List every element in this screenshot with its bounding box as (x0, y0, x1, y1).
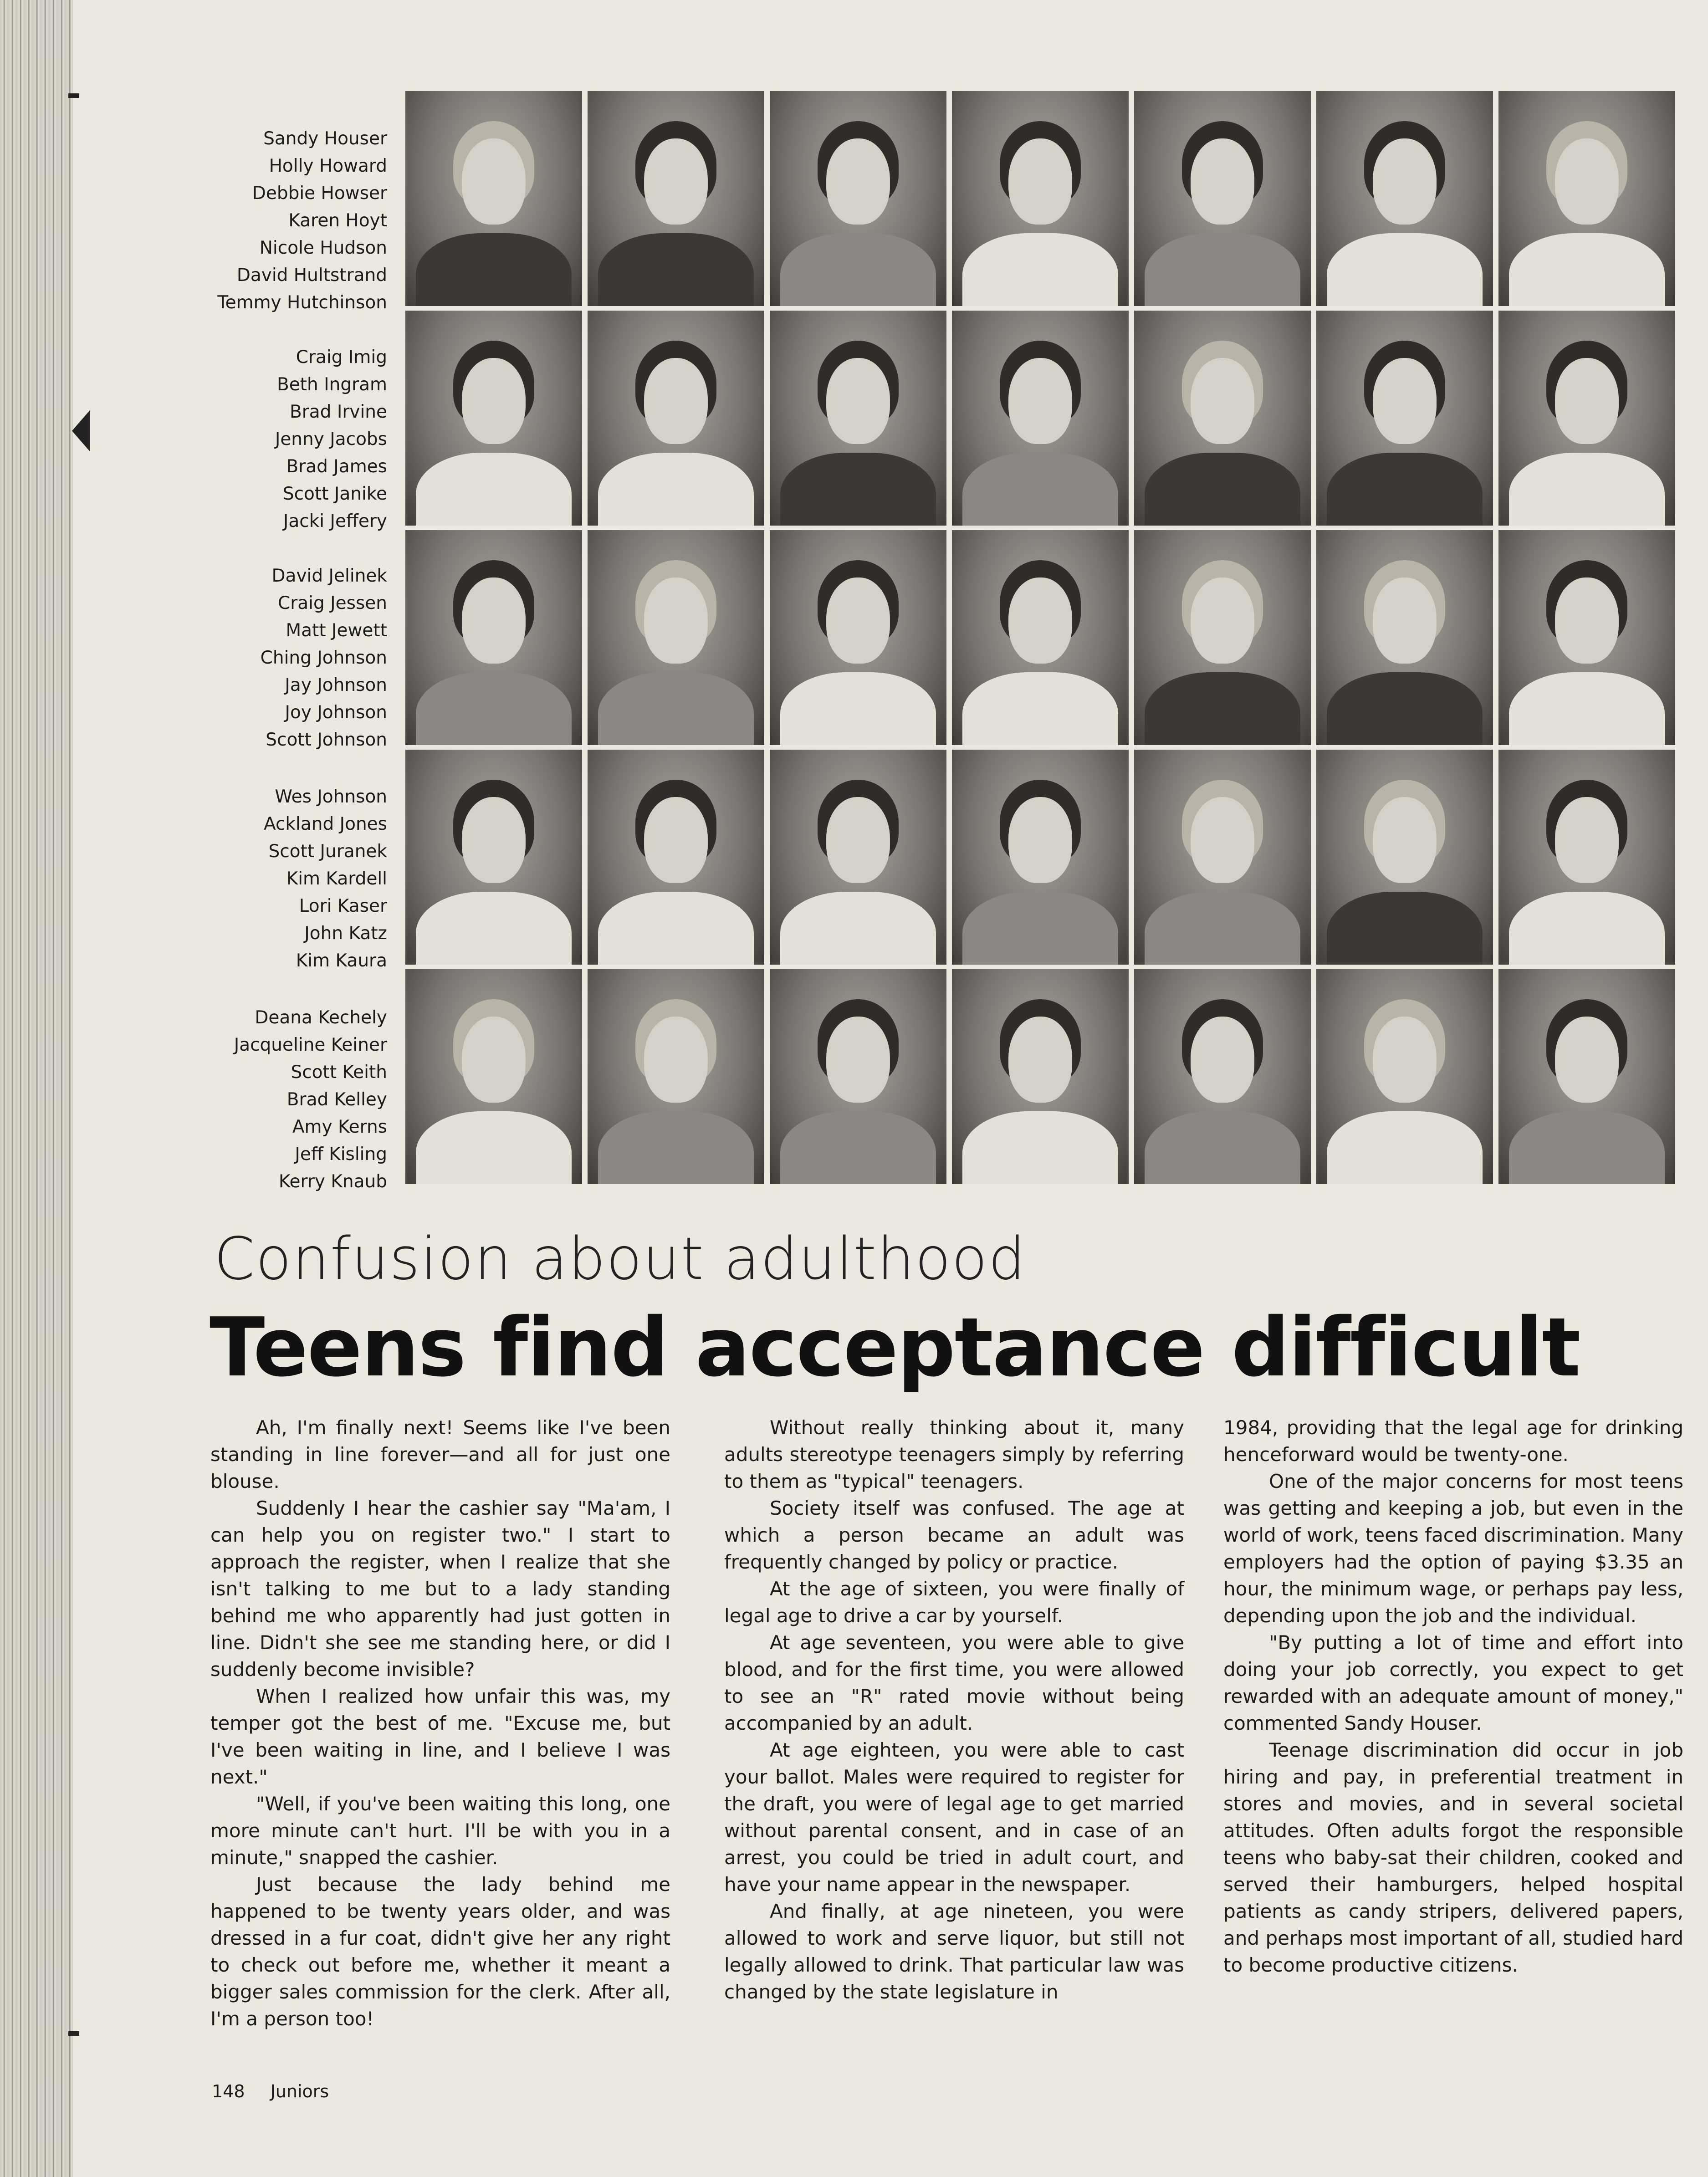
portrait-photo (1498, 91, 1675, 306)
article-paragraph: At age eighteen, you were able to cast your ballot. Males were required to register for the draft, you were of legal age to get married without parental consent, and in case of an arrest, you could be tried in adult court, and have your name appear in the newspaper. (724, 1739, 1184, 1896)
portrait-photo (1498, 750, 1675, 965)
student-name: Brad Kelley (286, 1089, 387, 1110)
name-list-row-4 (182, 783, 387, 975)
portrait-photo (770, 969, 946, 1184)
portrait-photo (770, 311, 946, 526)
student-name: Kim Kaura (296, 951, 387, 971)
article-paragraph: Without really thinking about it, many adults stereotype teenagers simply by referring to them as "typical" teenagers. (724, 1416, 1184, 1492)
student-name: John Katz (304, 923, 387, 944)
student-name: Brad Irvine (289, 402, 387, 422)
article-paragraph: At age seventeen, you were able to give blood, and for the first time, you were allowed to see an "R" rated movie without being accompanied by an adult. (724, 1631, 1184, 1734)
student-name: Karen Hoyt (288, 210, 387, 231)
portrait-photo (1134, 750, 1311, 965)
portrait-grid (405, 91, 1675, 1184)
name-list-row-2 (182, 344, 387, 535)
portrait-photo (1134, 969, 1311, 1184)
portrait-photo (1316, 530, 1493, 745)
article-subheadline: Confusion about adulthood (214, 1225, 1026, 1293)
student-name: Amy Kerns (292, 1117, 387, 1137)
edge-mark (68, 2031, 79, 2036)
student-name: Brad James (286, 456, 387, 477)
student-name: Ackland Jones (263, 814, 387, 834)
student-name: Scott Johnson (266, 730, 387, 750)
article-paragraph: One of the major concerns for most teens was getting and keeping a job, but even in the world of work, teens faced discrimination. Many employers had the option of paying $3.35 an hour, the minimum wage, or perhaps pay less, depending upon the job and the individual. (1223, 1470, 1683, 1627)
portrait-photo (405, 969, 582, 1184)
section-label: Juniors (270, 2081, 329, 2101)
portrait-photo (1316, 311, 1493, 526)
portrait-photo (405, 91, 582, 306)
portrait-photo (952, 311, 1129, 526)
student-name: Wes Johnson (275, 787, 387, 807)
portrait-photo (588, 530, 764, 745)
portrait-photo (770, 750, 946, 965)
article-column-2 (724, 1414, 1184, 2005)
portrait-photo (952, 530, 1129, 745)
portrait-photo (588, 91, 764, 306)
article-paragraph: Ah, I'm finally next! Seems like I've been standing in line forever—and all for just one blouse. (210, 1416, 670, 1492)
student-name: Ching Johnson (260, 648, 387, 668)
portrait-photo (1134, 530, 1311, 745)
portrait-photo (1498, 530, 1675, 745)
portrait-photo (405, 750, 582, 965)
page-number: 148 (212, 2081, 245, 2101)
article-paragraph: When I realized how unfair this was, my temper got the best of me. "Excuse me, but I've been waiting in line, and I believe I was next." (210, 1685, 670, 1788)
portrait-photo (1498, 969, 1675, 1184)
portrait-photo (770, 530, 946, 745)
name-list-row-3 (182, 562, 387, 754)
portrait-photo (588, 311, 764, 526)
portrait-photo (952, 750, 1129, 965)
article-paragraph: Teenage discrimination did occur in job hiring and pay, in preferential treatment in stores and movies, and in several societal attitudes. Often adults forgot the responsible teens who baby-sat their children, cooked and served their hamburgers, helped hospital patients as candy stripers, delivered papers, and perhaps most important of all, studied hard to become productive citizens. (1223, 1739, 1683, 1976)
portrait-photo (1134, 311, 1311, 526)
portrait-photo (1316, 969, 1493, 1184)
article-paragraph: "Well, if you've been waiting this long, one more minute can't hurt. I'll be with you in a minute," snapped the cashier. (210, 1793, 670, 1869)
student-name: Scott Janike (282, 484, 387, 504)
student-name: Matt Jewett (286, 620, 387, 641)
edge-tab (72, 410, 90, 452)
student-name: Temmy Hutchinson (217, 292, 387, 313)
article-column-3 (1223, 1414, 1683, 1978)
portrait-photo (770, 91, 946, 306)
student-name: Jeff Kisling (295, 1144, 387, 1165)
article-headline: Teens find acceptance difficult (210, 1300, 1580, 1395)
student-name: Scott Keith (291, 1062, 387, 1083)
student-name: Deana Kechely (255, 1007, 387, 1028)
student-name: Craig Imig (296, 347, 387, 368)
portrait-photo (952, 91, 1129, 306)
student-name: Jenny Jacobs (275, 429, 387, 450)
student-name: Debbie Howser (252, 183, 387, 204)
student-name: Craig Jessen (278, 593, 387, 613)
student-name: David Hultstrand (236, 265, 387, 286)
page-edges (0, 0, 73, 2177)
portrait-photo (1316, 91, 1493, 306)
student-name: Scott Juranek (268, 841, 387, 862)
portrait-photo (1498, 311, 1675, 526)
student-name: Joy Johnson (285, 702, 387, 723)
student-name: Nicole Hudson (259, 238, 387, 258)
article-paragraph: Suddenly I hear the cashier say "Ma'am, I can help you on register two." I start to approach the register, when I realize that she isn't talking to me but to a lady standing behind me who apparently had just gotten in line. Didn't she see me standing here, or did I suddenly become invisible? (210, 1497, 670, 1681)
student-name: Jay Johnson (285, 675, 387, 695)
name-list-row-1 (182, 125, 387, 317)
article-paragraph: Society itself was confused. The age at which a person became an adult was frequently changed by policy or practice. (724, 1497, 1184, 1573)
student-name: Beth Ingram (276, 374, 387, 395)
article-paragraph: "By putting a lot of time and effort into doing your job correctly, you expect to get rewarded with an adequate amount of money," commented Sandy Houser. (1223, 1631, 1683, 1734)
portrait-photo (405, 530, 582, 745)
portrait-photo (1316, 750, 1493, 965)
article-paragraph: Just because the lady behind me happened to be twenty years older, and was dressed in a fur coat, didn't give her any right to check out before me, whether it meant a bigger sales commission for the clerk. After all, I'm a person too! (210, 1873, 670, 2030)
edge-mark (68, 93, 79, 98)
student-name: David Jelinek (271, 566, 387, 586)
article-column-1 (210, 1414, 670, 2032)
student-name: Kerry Knaub (278, 1171, 387, 1192)
page-footer (212, 2081, 349, 2101)
student-name: Jacqueline Keiner (234, 1035, 387, 1055)
portrait-photo (1134, 91, 1311, 306)
portrait-photo (588, 969, 764, 1184)
student-name: Jacki Jeffery (283, 511, 387, 531)
article-paragraph: And finally, at age nineteen, you were allowed to work and serve liquor, but still not legally allowed to drink. That particular law was changed by the state legislature in (724, 1900, 1184, 2003)
student-name: Holly Howard (269, 156, 387, 176)
student-name: Sandy Houser (263, 128, 387, 149)
portrait-photo (405, 311, 582, 526)
portrait-photo (588, 750, 764, 965)
portrait-photo (952, 969, 1129, 1184)
article-paragraph: At the age of sixteen, you were finally of legal age to drive a car by yourself. (724, 1578, 1184, 1627)
student-name: Lori Kaser (299, 896, 387, 916)
article-paragraph: 1984, providing that the legal age for drinking henceforward would be twenty-one. (1223, 1416, 1683, 1466)
student-name: Kim Kardell (286, 869, 387, 889)
name-list-row-5 (182, 1004, 387, 1196)
